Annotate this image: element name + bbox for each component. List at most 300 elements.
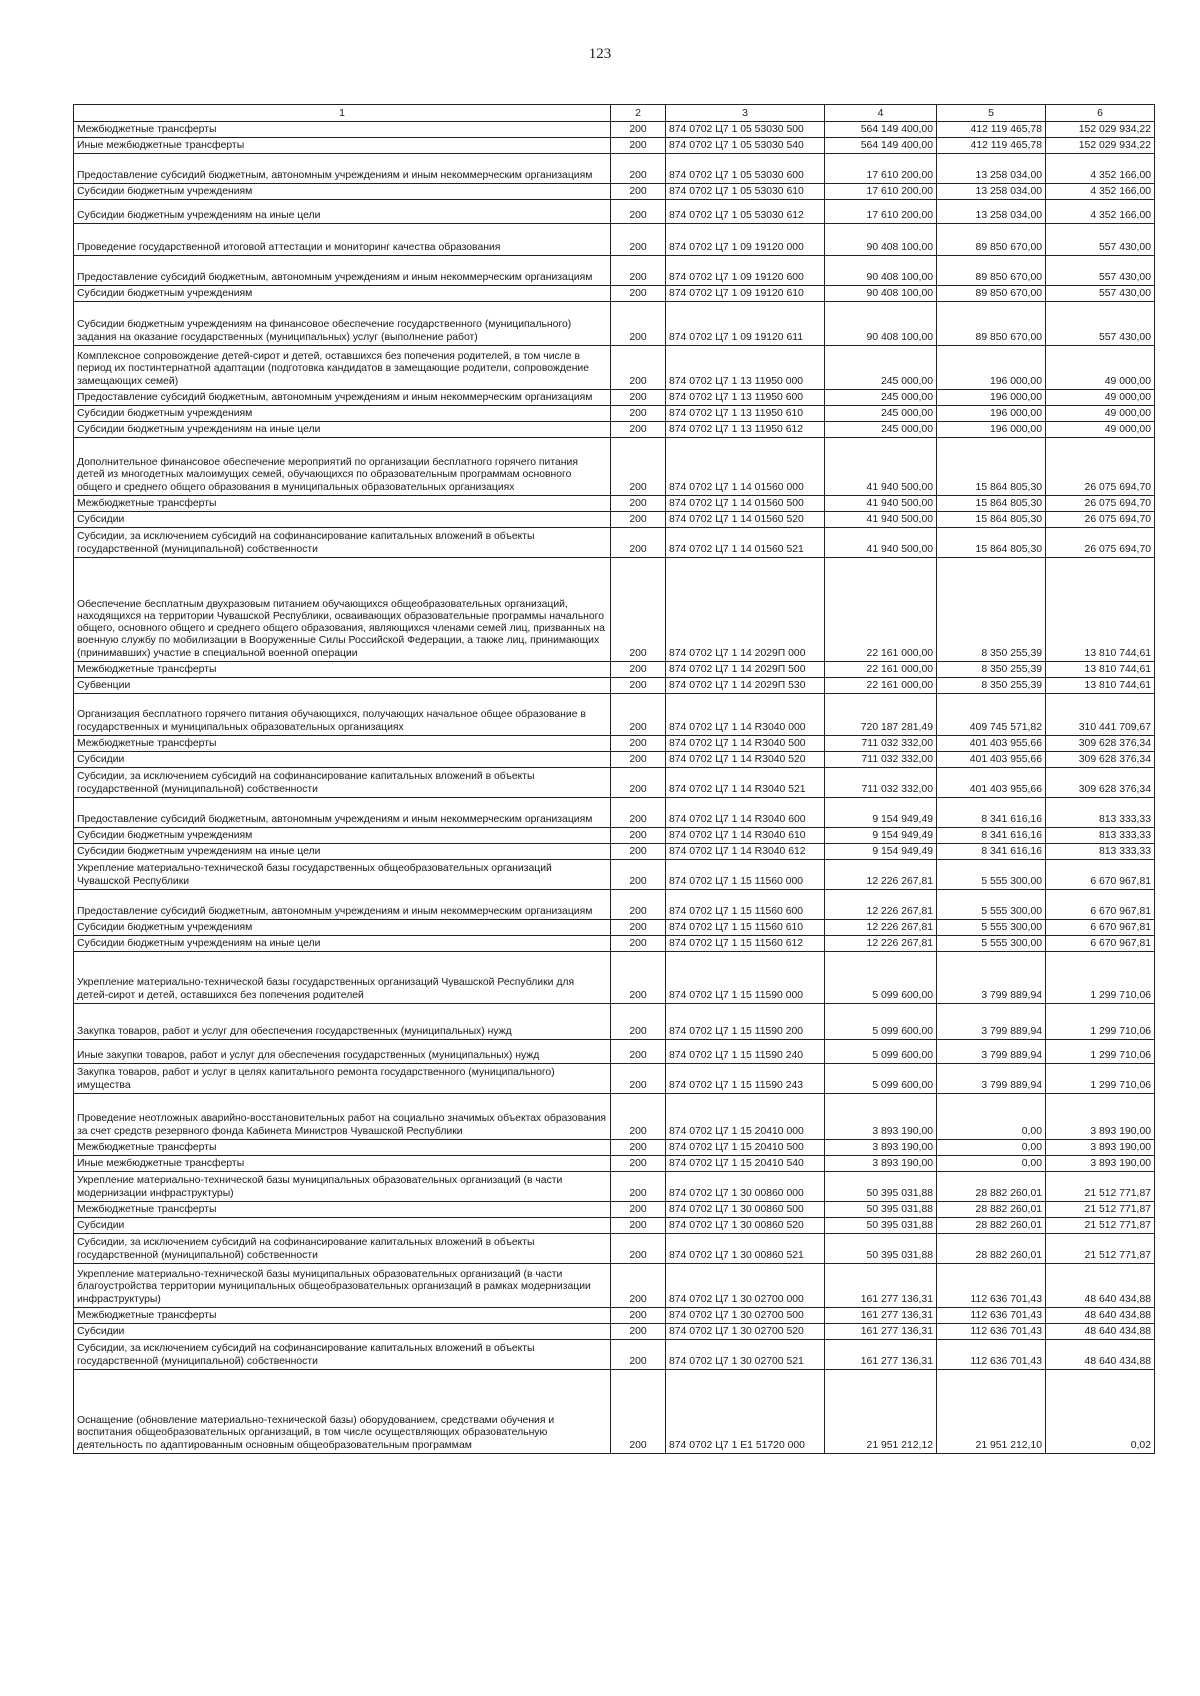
row-remaining-amount: 813 333,33 (1046, 828, 1155, 844)
row-executed-amount: 89 850 670,00 (937, 302, 1046, 346)
row-executed-amount: 0,00 (937, 1094, 1046, 1140)
row-executed-amount: 5 555 300,00 (937, 936, 1046, 952)
row-remaining-amount: 4 352 166,00 (1046, 184, 1155, 200)
row-approved-amount: 245 000,00 (825, 422, 937, 438)
column-header-2: 2 (611, 105, 666, 122)
row-admin-code: 200 (611, 558, 666, 662)
row-approved-amount: 5 099 600,00 (825, 952, 937, 1004)
row-budget-code: 874 0702 Ц7 1 14 R3040 612 (666, 844, 825, 860)
row-admin-code: 200 (611, 256, 666, 286)
table-row (74, 1040, 1155, 1064)
table-row (74, 558, 1155, 662)
row-budget-code: 874 0702 Ц7 1 30 00860 500 (666, 1202, 825, 1218)
row-remaining-amount: 309 628 376,34 (1046, 768, 1155, 798)
row-approved-amount: 90 408 100,00 (825, 256, 937, 286)
table-row (74, 406, 1155, 422)
row-executed-amount: 5 555 300,00 (937, 920, 1046, 936)
row-name: Иные межбюджетные трансферты (74, 138, 611, 154)
row-admin-code: 200 (611, 844, 666, 860)
row-name: Субвенции (74, 678, 611, 694)
row-remaining-amount: 21 512 771,87 (1046, 1202, 1155, 1218)
row-remaining-amount: 1 299 710,06 (1046, 1064, 1155, 1094)
row-approved-amount: 90 408 100,00 (825, 286, 937, 302)
row-executed-amount: 112 636 701,43 (937, 1324, 1046, 1340)
row-admin-code: 200 (611, 798, 666, 828)
row-name: Закупка товаров, работ и услуг для обеспечения государственных (муниципальных) нужд (74, 1004, 611, 1040)
row-budget-code: 874 0702 Ц7 1 15 11560 610 (666, 920, 825, 936)
row-budget-code: 874 0702 Ц7 1 30 02700 521 (666, 1340, 825, 1370)
row-admin-code: 200 (611, 154, 666, 184)
table-row (74, 1218, 1155, 1234)
row-approved-amount: 17 610 200,00 (825, 154, 937, 184)
row-budget-code: 874 0702 Ц7 1 05 53030 540 (666, 138, 825, 154)
row-executed-amount: 8 341 616,16 (937, 798, 1046, 828)
row-executed-amount: 8 341 616,16 (937, 844, 1046, 860)
row-approved-amount: 17 610 200,00 (825, 200, 937, 224)
table-row (74, 438, 1155, 496)
row-executed-amount: 8 350 255,39 (937, 662, 1046, 678)
column-header-4: 4 (825, 105, 937, 122)
row-name: Субсидии бюджетным учреждениям (74, 828, 611, 844)
row-remaining-amount: 4 352 166,00 (1046, 154, 1155, 184)
table-row (74, 678, 1155, 694)
table-row (74, 346, 1155, 390)
row-budget-code: 874 0702 Ц7 1 15 11560 612 (666, 936, 825, 952)
row-approved-amount: 245 000,00 (825, 346, 937, 390)
row-budget-code: 874 0702 Ц7 1 15 11560 000 (666, 860, 825, 890)
row-budget-code: 874 0702 Ц7 1 05 53030 600 (666, 154, 825, 184)
row-executed-amount: 112 636 701,43 (937, 1308, 1046, 1324)
table-row (74, 1324, 1155, 1340)
table-row (74, 1234, 1155, 1264)
row-budget-code: 874 0702 Ц7 1 05 53030 610 (666, 184, 825, 200)
row-executed-amount: 5 555 300,00 (937, 890, 1046, 920)
row-name: Субсидии бюджетным учреждениям (74, 184, 611, 200)
row-remaining-amount: 309 628 376,34 (1046, 752, 1155, 768)
row-admin-code: 200 (611, 1370, 666, 1454)
row-admin-code: 200 (611, 1140, 666, 1156)
row-remaining-amount: 26 075 694,70 (1046, 438, 1155, 496)
row-name: Межбюджетные трансферты (74, 496, 611, 512)
row-budget-code: 874 0702 Ц7 1 09 19120 610 (666, 286, 825, 302)
row-executed-amount: 89 850 670,00 (937, 256, 1046, 286)
row-name: Субсидии бюджетным учреждениям на иные цели (74, 936, 611, 952)
row-name: Дополнительное финансовое обеспечение мероприятий по организации бесплатного горячего питания детей из многодетных малоимущих семей, обучающихся по образовательным программам основного общего и среднего общего образования в муниципальных образовательных организациях (74, 438, 611, 496)
table-row (74, 936, 1155, 952)
row-admin-code: 200 (611, 752, 666, 768)
row-approved-amount: 41 940 500,00 (825, 496, 937, 512)
row-remaining-amount: 557 430,00 (1046, 302, 1155, 346)
row-budget-code: 874 0702 Ц7 1 14 R3040 500 (666, 736, 825, 752)
page-number: 123 (588, 46, 612, 62)
row-approved-amount: 245 000,00 (825, 406, 937, 422)
row-name: Проведение государственной итоговой аттестации и мониторинг качества образования (74, 224, 611, 256)
row-admin-code: 200 (611, 346, 666, 390)
row-admin-code: 200 (611, 528, 666, 558)
row-approved-amount: 21 951 212,12 (825, 1370, 937, 1454)
row-name: Субсидии (74, 1218, 611, 1234)
row-admin-code: 200 (611, 1218, 666, 1234)
table-row (74, 256, 1155, 286)
table-row (74, 286, 1155, 302)
row-name: Межбюджетные трансферты (74, 1202, 611, 1218)
row-admin-code: 200 (611, 302, 666, 346)
row-name: Предоставление субсидий бюджетным, автономным учреждениям и иным некоммерческим организациям (74, 256, 611, 286)
row-name: Субсидии (74, 752, 611, 768)
column-header-1: 1 (74, 105, 611, 122)
row-remaining-amount: 152 029 934,22 (1046, 138, 1155, 154)
row-approved-amount: 161 277 136,31 (825, 1324, 937, 1340)
row-budget-code: 874 0702 Ц7 1 14 2029П 000 (666, 558, 825, 662)
row-remaining-amount: 1 299 710,06 (1046, 1004, 1155, 1040)
row-remaining-amount: 309 628 376,34 (1046, 736, 1155, 752)
row-approved-amount: 3 893 190,00 (825, 1140, 937, 1156)
row-remaining-amount: 557 430,00 (1046, 286, 1155, 302)
table-body (74, 122, 1155, 1454)
table-row (74, 752, 1155, 768)
row-budget-code: 874 0702 Ц7 1 30 00860 000 (666, 1172, 825, 1202)
row-budget-code: 874 0702 Ц7 1 30 00860 520 (666, 1218, 825, 1234)
row-remaining-amount: 3 893 190,00 (1046, 1140, 1155, 1156)
row-admin-code: 200 (611, 768, 666, 798)
row-approved-amount: 50 395 031,88 (825, 1172, 937, 1202)
row-executed-amount: 15 864 805,30 (937, 528, 1046, 558)
row-name: Обеспечение бесплатным двухразовым питанием обучающихся общеобразовательных организаций, находящихся на территории Чувашской Республики, осваивающих образовательные программы начального общего, основного общего и среднего общего образования, являющихся членами семей лиц, призванных на военную службу по мобилизации в Вооруженные Силы Российской Федерации, а также лиц, принимающих (принимавших) участие в специальной военной операции (74, 558, 611, 662)
row-admin-code: 200 (611, 1234, 666, 1264)
row-remaining-amount: 3 893 190,00 (1046, 1156, 1155, 1172)
table-row (74, 920, 1155, 936)
row-executed-amount: 112 636 701,43 (937, 1340, 1046, 1370)
row-admin-code: 200 (611, 736, 666, 752)
row-remaining-amount: 0,02 (1046, 1370, 1155, 1454)
row-name: Укрепление материально-технической базы государственных организаций Чувашской Республики для детей-сирот и детей, оставшихся без попечения родителей (74, 952, 611, 1004)
table-row (74, 768, 1155, 798)
row-remaining-amount: 26 075 694,70 (1046, 512, 1155, 528)
row-approved-amount: 22 161 000,00 (825, 558, 937, 662)
row-budget-code: 874 0702 Ц7 1 14 01560 521 (666, 528, 825, 558)
row-remaining-amount: 49 000,00 (1046, 422, 1155, 438)
row-remaining-amount: 48 640 434,88 (1046, 1340, 1155, 1370)
row-remaining-amount: 26 075 694,70 (1046, 496, 1155, 512)
row-approved-amount: 50 395 031,88 (825, 1218, 937, 1234)
row-executed-amount: 3 799 889,94 (937, 952, 1046, 1004)
row-remaining-amount: 48 640 434,88 (1046, 1324, 1155, 1340)
row-name: Межбюджетные трансферты (74, 1308, 611, 1324)
table-row (74, 302, 1155, 346)
row-budget-code: 874 0702 Ц7 1 09 19120 611 (666, 302, 825, 346)
row-budget-code: 874 0702 Ц7 1 15 11590 200 (666, 1004, 825, 1040)
row-approved-amount: 711 032 332,00 (825, 752, 937, 768)
row-budget-code: 874 0702 Ц7 1 15 11560 600 (666, 890, 825, 920)
row-executed-amount: 401 403 955,66 (937, 736, 1046, 752)
table-row (74, 828, 1155, 844)
column-number-row (74, 105, 1155, 122)
row-executed-amount: 412 119 465,78 (937, 122, 1046, 138)
row-approved-amount: 90 408 100,00 (825, 302, 937, 346)
row-approved-amount: 564 149 400,00 (825, 122, 937, 138)
row-executed-amount: 401 403 955,66 (937, 752, 1046, 768)
row-remaining-amount: 26 075 694,70 (1046, 528, 1155, 558)
row-executed-amount: 196 000,00 (937, 346, 1046, 390)
row-executed-amount: 412 119 465,78 (937, 138, 1046, 154)
table-row (74, 138, 1155, 154)
table-row (74, 1094, 1155, 1140)
row-approved-amount: 22 161 000,00 (825, 662, 937, 678)
row-budget-code: 874 0702 Ц7 1 15 11590 000 (666, 952, 825, 1004)
row-approved-amount: 12 226 267,81 (825, 860, 937, 890)
row-budget-code: 874 0702 Ц7 1 Е1 51720 000 (666, 1370, 825, 1454)
row-name: Субсидии (74, 512, 611, 528)
row-approved-amount: 50 395 031,88 (825, 1202, 937, 1218)
row-remaining-amount: 6 670 967,81 (1046, 920, 1155, 936)
row-admin-code: 200 (611, 1340, 666, 1370)
row-remaining-amount: 6 670 967,81 (1046, 936, 1155, 952)
row-name: Субсидии бюджетным учреждениям (74, 286, 611, 302)
table-row (74, 512, 1155, 528)
table-row (74, 528, 1155, 558)
row-admin-code: 200 (611, 1004, 666, 1040)
row-budget-code: 874 0702 Ц7 1 09 19120 000 (666, 224, 825, 256)
row-admin-code: 200 (611, 422, 666, 438)
row-budget-code: 874 0702 Ц7 1 14 01560 500 (666, 496, 825, 512)
table-row (74, 1004, 1155, 1040)
row-approved-amount: 41 940 500,00 (825, 438, 937, 496)
row-name: Субсидии, за исключением субсидий на софинансирование капитальных вложений в объекты государственной (муниципальной) собственности (74, 1234, 611, 1264)
row-approved-amount: 9 154 949,49 (825, 828, 937, 844)
row-name: Оснащение (обновление материально-технической базы) оборудованием, средствами обучения и воспитания общеобразовательных организаций, в том числе осуществляющих образовательную деятельность по адаптированным основным общеобразовательным программам (74, 1370, 611, 1454)
row-budget-code: 874 0702 Ц7 1 15 11590 240 (666, 1040, 825, 1064)
row-name: Субсидии бюджетным учреждениям на иные цели (74, 200, 611, 224)
table-row (74, 200, 1155, 224)
row-budget-code: 874 0702 Ц7 1 14 R3040 000 (666, 694, 825, 736)
row-admin-code: 200 (611, 1156, 666, 1172)
row-executed-amount: 3 799 889,94 (937, 1040, 1046, 1064)
row-name: Субсидии (74, 1324, 611, 1340)
row-executed-amount: 0,00 (937, 1156, 1046, 1172)
column-header-6: 6 (1046, 105, 1155, 122)
row-executed-amount: 8 341 616,16 (937, 828, 1046, 844)
row-remaining-amount: 48 640 434,88 (1046, 1264, 1155, 1308)
row-remaining-amount: 4 352 166,00 (1046, 200, 1155, 224)
row-executed-amount: 0,00 (937, 1140, 1046, 1156)
row-admin-code: 200 (611, 1064, 666, 1094)
row-admin-code: 200 (611, 1324, 666, 1340)
row-approved-amount: 5 099 600,00 (825, 1040, 937, 1064)
row-name: Комплексное сопровождение детей-сирот и детей, оставшихся без попечения родителей, в том числе в период их постинтернатной адаптации (подготовка кандидатов в замещающие родители, сопровождение замещающих семей) (74, 346, 611, 390)
row-remaining-amount: 557 430,00 (1046, 224, 1155, 256)
row-budget-code: 874 0702 Ц7 1 14 R3040 520 (666, 752, 825, 768)
row-executed-amount: 8 350 255,39 (937, 678, 1046, 694)
row-admin-code: 200 (611, 828, 666, 844)
row-executed-amount: 13 258 034,00 (937, 200, 1046, 224)
row-budget-code: 874 0702 Ц7 1 09 19120 600 (666, 256, 825, 286)
table-row (74, 422, 1155, 438)
row-budget-code: 874 0702 Ц7 1 14 R3040 600 (666, 798, 825, 828)
row-remaining-amount: 21 512 771,87 (1046, 1234, 1155, 1264)
row-remaining-amount: 13 810 744,61 (1046, 678, 1155, 694)
row-remaining-amount: 49 000,00 (1046, 406, 1155, 422)
row-remaining-amount: 813 333,33 (1046, 844, 1155, 860)
row-approved-amount: 161 277 136,31 (825, 1340, 937, 1370)
row-remaining-amount: 6 670 967,81 (1046, 890, 1155, 920)
row-name: Укрепление материально-технической базы муниципальных образовательных организаций (в части модернизации инфраструктуры) (74, 1172, 611, 1202)
row-budget-code: 874 0702 Ц7 1 14 2029П 500 (666, 662, 825, 678)
row-executed-amount: 28 882 260,01 (937, 1234, 1046, 1264)
table-row (74, 1370, 1155, 1454)
row-remaining-amount: 21 512 771,87 (1046, 1218, 1155, 1234)
row-budget-code: 874 0702 Ц7 1 30 02700 520 (666, 1324, 825, 1340)
row-budget-code: 874 0702 Ц7 1 30 02700 000 (666, 1264, 825, 1308)
row-name: Субсидии бюджетным учреждениям (74, 920, 611, 936)
row-budget-code: 874 0702 Ц7 1 15 20410 000 (666, 1094, 825, 1140)
table-row (74, 1140, 1155, 1156)
row-executed-amount: 8 350 255,39 (937, 558, 1046, 662)
row-admin-code: 200 (611, 138, 666, 154)
table-row (74, 390, 1155, 406)
row-executed-amount: 28 882 260,01 (937, 1202, 1046, 1218)
row-name: Организация бесплатного горячего питания обучающихся, получающих начальное общее образование в государственных и муниципальных образовательных организациях (74, 694, 611, 736)
row-name: Укрепление материально-технической базы государственных общеобразовательных организаций Чувашской Республики (74, 860, 611, 890)
row-executed-amount: 13 258 034,00 (937, 184, 1046, 200)
row-remaining-amount: 1 299 710,06 (1046, 952, 1155, 1004)
row-remaining-amount: 48 640 434,88 (1046, 1308, 1155, 1324)
table-row (74, 1202, 1155, 1218)
row-approved-amount: 564 149 400,00 (825, 138, 937, 154)
table-row (74, 1156, 1155, 1172)
row-admin-code: 200 (611, 200, 666, 224)
table-row (74, 1264, 1155, 1308)
row-executed-amount: 3 799 889,94 (937, 1004, 1046, 1040)
row-admin-code: 200 (611, 224, 666, 256)
column-header-3: 3 (666, 105, 825, 122)
row-budget-code: 874 0702 Ц7 1 13 11950 000 (666, 346, 825, 390)
row-approved-amount: 9 154 949,49 (825, 798, 937, 828)
row-name: Проведение неотложных аварийно-восстановительных работ на социально значимых объектах образования за счет средств резервного фонда Кабинета Министров Чувашской Республики (74, 1094, 611, 1140)
row-admin-code: 200 (611, 184, 666, 200)
column-header-5: 5 (937, 105, 1046, 122)
row-admin-code: 200 (611, 1040, 666, 1064)
row-approved-amount: 3 893 190,00 (825, 1094, 937, 1140)
row-approved-amount: 12 226 267,81 (825, 936, 937, 952)
row-budget-code: 874 0702 Ц7 1 30 00860 521 (666, 1234, 825, 1264)
table-row (74, 1172, 1155, 1202)
row-remaining-amount: 557 430,00 (1046, 256, 1155, 286)
row-remaining-amount: 813 333,33 (1046, 798, 1155, 828)
row-approved-amount: 17 610 200,00 (825, 184, 937, 200)
row-approved-amount: 12 226 267,81 (825, 890, 937, 920)
table-row (74, 154, 1155, 184)
row-name: Предоставление субсидий бюджетным, автономным учреждениям и иным некоммерческим организациям (74, 154, 611, 184)
row-approved-amount: 41 940 500,00 (825, 528, 937, 558)
row-remaining-amount: 49 000,00 (1046, 390, 1155, 406)
row-admin-code: 200 (611, 438, 666, 496)
row-executed-amount: 196 000,00 (937, 422, 1046, 438)
row-admin-code: 200 (611, 662, 666, 678)
row-budget-code: 874 0702 Ц7 1 13 11950 610 (666, 406, 825, 422)
row-remaining-amount: 21 512 771,87 (1046, 1172, 1155, 1202)
row-executed-amount: 89 850 670,00 (937, 286, 1046, 302)
row-executed-amount: 401 403 955,66 (937, 768, 1046, 798)
row-remaining-amount: 6 670 967,81 (1046, 860, 1155, 890)
row-approved-amount: 5 099 600,00 (825, 1004, 937, 1040)
table-row (74, 952, 1155, 1004)
table-row (74, 736, 1155, 752)
row-executed-amount: 15 864 805,30 (937, 438, 1046, 496)
row-admin-code: 200 (611, 1202, 666, 1218)
row-approved-amount: 22 161 000,00 (825, 678, 937, 694)
row-budget-code: 874 0702 Ц7 1 14 01560 520 (666, 512, 825, 528)
row-approved-amount: 161 277 136,31 (825, 1308, 937, 1324)
row-approved-amount: 9 154 949,49 (825, 844, 937, 860)
row-name: Субсидии бюджетным учреждениям на финансовое обеспечение государственного (муниципального) задания на оказание государственных (муниципальных) услуг (выполнение работ) (74, 302, 611, 346)
row-admin-code: 200 (611, 286, 666, 302)
row-admin-code: 200 (611, 1094, 666, 1140)
row-name: Субсидии, за исключением субсидий на софинансирование капитальных вложений в объекты государственной (муниципальной) собственности (74, 1340, 611, 1370)
row-budget-code: 874 0702 Ц7 1 14 R3040 610 (666, 828, 825, 844)
row-name: Межбюджетные трансферты (74, 662, 611, 678)
row-executed-amount: 21 951 212,10 (937, 1370, 1046, 1454)
row-name: Предоставление субсидий бюджетным, автономным учреждениям и иным некоммерческим организациям (74, 890, 611, 920)
row-approved-amount: 12 226 267,81 (825, 920, 937, 936)
row-admin-code: 200 (611, 1264, 666, 1308)
row-name: Иные межбюджетные трансферты (74, 1156, 611, 1172)
row-executed-amount: 13 258 034,00 (937, 154, 1046, 184)
row-name: Субсидии бюджетным учреждениям на иные цели (74, 844, 611, 860)
row-name: Субсидии, за исключением субсидий на софинансирование капитальных вложений в объекты государственной (муниципальной) собственности (74, 528, 611, 558)
row-name: Субсидии бюджетным учреждениям (74, 406, 611, 422)
row-admin-code: 200 (611, 936, 666, 952)
row-budget-code: 874 0702 Ц7 1 30 02700 500 (666, 1308, 825, 1324)
row-remaining-amount: 13 810 744,61 (1046, 558, 1155, 662)
row-admin-code: 200 (611, 694, 666, 736)
row-budget-code: 874 0702 Ц7 1 15 11590 243 (666, 1064, 825, 1094)
row-remaining-amount: 49 000,00 (1046, 346, 1155, 390)
row-name: Межбюджетные трансферты (74, 122, 611, 138)
row-approved-amount: 161 277 136,31 (825, 1264, 937, 1308)
row-approved-amount: 3 893 190,00 (825, 1156, 937, 1172)
row-name: Межбюджетные трансферты (74, 736, 611, 752)
row-admin-code: 200 (611, 390, 666, 406)
row-admin-code: 200 (611, 920, 666, 936)
row-approved-amount: 90 408 100,00 (825, 224, 937, 256)
row-approved-amount: 711 032 332,00 (825, 736, 937, 752)
row-executed-amount: 89 850 670,00 (937, 224, 1046, 256)
row-budget-code: 874 0702 Ц7 1 14 01560 000 (666, 438, 825, 496)
table-row (74, 694, 1155, 736)
row-admin-code: 200 (611, 1172, 666, 1202)
row-admin-code: 200 (611, 890, 666, 920)
row-name: Иные закупки товаров, работ и услуг для обеспечения государственных (муниципальных) нужд (74, 1040, 611, 1064)
table-row (74, 184, 1155, 200)
row-name: Межбюджетные трансферты (74, 1140, 611, 1156)
row-executed-amount: 3 799 889,94 (937, 1064, 1046, 1094)
row-name: Субсидии бюджетным учреждениям на иные цели (74, 422, 611, 438)
table-row (74, 224, 1155, 256)
row-budget-code: 874 0702 Ц7 1 14 2029П 530 (666, 678, 825, 694)
row-executed-amount: 112 636 701,43 (937, 1264, 1046, 1308)
row-executed-amount: 15 864 805,30 (937, 512, 1046, 528)
row-name: Субсидии, за исключением субсидий на софинансирование капитальных вложений в объекты государственной (муниципальной) собственности (74, 768, 611, 798)
row-remaining-amount: 152 029 934,22 (1046, 122, 1155, 138)
table-row (74, 844, 1155, 860)
row-approved-amount: 711 032 332,00 (825, 768, 937, 798)
budget-table (73, 104, 1155, 1454)
row-budget-code: 874 0702 Ц7 1 15 20410 540 (666, 1156, 825, 1172)
row-admin-code: 200 (611, 1308, 666, 1324)
table-row (74, 1340, 1155, 1370)
row-admin-code: 200 (611, 496, 666, 512)
row-approved-amount: 50 395 031,88 (825, 1234, 937, 1264)
